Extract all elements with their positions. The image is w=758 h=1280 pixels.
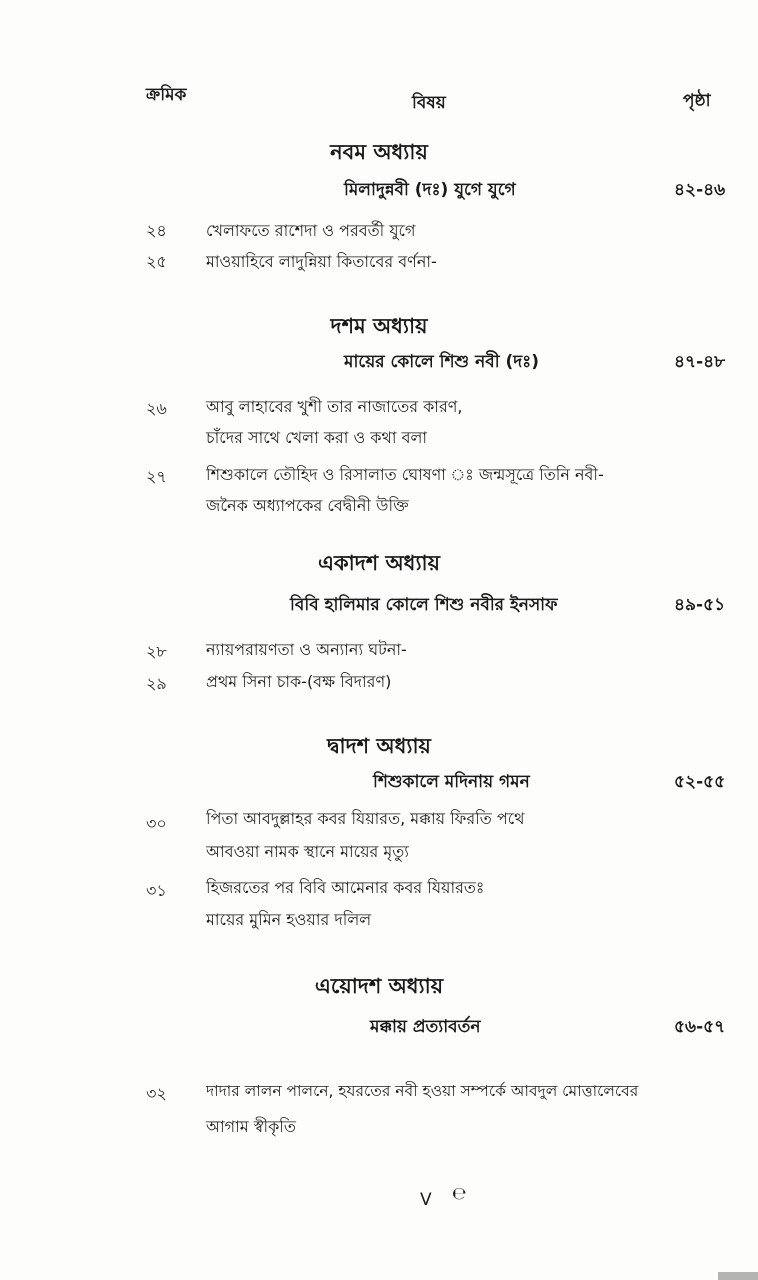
header-page: পৃষ্ঠা [683,91,711,111]
item-text: আবওয়া নামক স্থানে মায়ের মৃত্যু [206,842,409,861]
scan-edge-mark [718,1272,758,1280]
chapter-subtitle-12: শিশুকালে মদিনায় গমন [373,772,530,792]
item-text: শিশুকালে তৌহিদ ও রিসালাত ঘোষণা ঃ জন্মসূত্রে তিনি নবী- [206,465,604,484]
item-text: চাঁদের সাথে খেলা করা ও কথা বলা [206,428,428,447]
header-subject: বিষয় [412,93,446,113]
item-text: প্রথম সিনা চাক-(বক্ষ বিদারণ) [206,672,392,691]
chapter-pages-10: ৪৭-৪৮ [674,352,726,372]
chapter-title-12: দ্বাদশ অধ্যায় [327,734,431,758]
item-number: ২৪ [146,221,167,240]
chapter-pages-12: ৫২-৫৫ [674,772,726,792]
item-text: খেলাফতে রাশেদা ও পরবর্তী যুগে [206,221,416,240]
item-text: জনৈক অধ্যাপকের বেদ্বীনী উক্তি [206,496,409,515]
chapter-title-9: নবম অধ্যায় [330,140,428,164]
item-text: ন্যায়পরায়ণতা ও অন্যান্য ঘটনা- [206,640,407,659]
page-number: V [420,1190,432,1210]
item-text: আবু লাহাবের খুশী তার নাজাতের কারণ, [206,397,463,416]
chapter-pages-11: ৪৯-৫১ [674,595,726,615]
chapter-subtitle-13: মক্কায় প্রত্যাবর্তন [370,1017,481,1037]
item-text: মায়ের মুমিন হওয়ার দলিল [206,910,372,929]
item-number: ৩১ [146,881,167,900]
page-number-suffix: ℮ [452,1184,467,1204]
item-number: ২৫ [146,252,167,271]
chapter-subtitle-9: মিলাদুন্নবী (দঃ) যুগে যুগে [344,180,516,200]
chapter-subtitle-11: বিবি হালিমার কোলে শিশু নবীর ইনসাফ [290,595,558,615]
item-text: আগাম স্বীকৃতি [206,1117,296,1136]
chapter-pages-13: ৫৬-৫৭ [674,1017,726,1037]
chapter-title-10: দশম অধ্যায় [330,314,428,338]
chapter-pages-9: ৪২-৪৬ [674,180,726,200]
chapter-subtitle-10: মায়ের কোলে শিশু নবী (দঃ) [344,352,540,372]
item-number: ২৯ [146,674,167,693]
item-text: হিজরতের পর বিবি আমেনার কবর যিয়ারতঃ [206,878,485,897]
item-text: পিতা আবদুল্লাহর কবর যিয়ারত, মক্কায় ফিরতি পথে [206,809,525,828]
header-serial: ক্রমিক [146,85,187,105]
item-text: দাদার লালন পালনে, হযরতের নবী হওয়া সম্পর্কে আবদুল মোত্তালেবের [206,1082,639,1100]
item-number: ২৭ [146,467,167,486]
item-number: ৩০ [146,814,167,833]
item-number: ৩২ [146,1084,167,1103]
item-number: ২৬ [146,399,167,418]
chapter-title-13: এয়োদশ অধ্যায় [314,974,444,998]
chapter-title-11: একাদশ অধ্যায় [317,551,441,575]
item-number: ২৮ [146,642,167,661]
item-text: মাওয়াহিবে লাদুন্নিয়া কিতাবের বর্ণনা- [206,252,437,271]
